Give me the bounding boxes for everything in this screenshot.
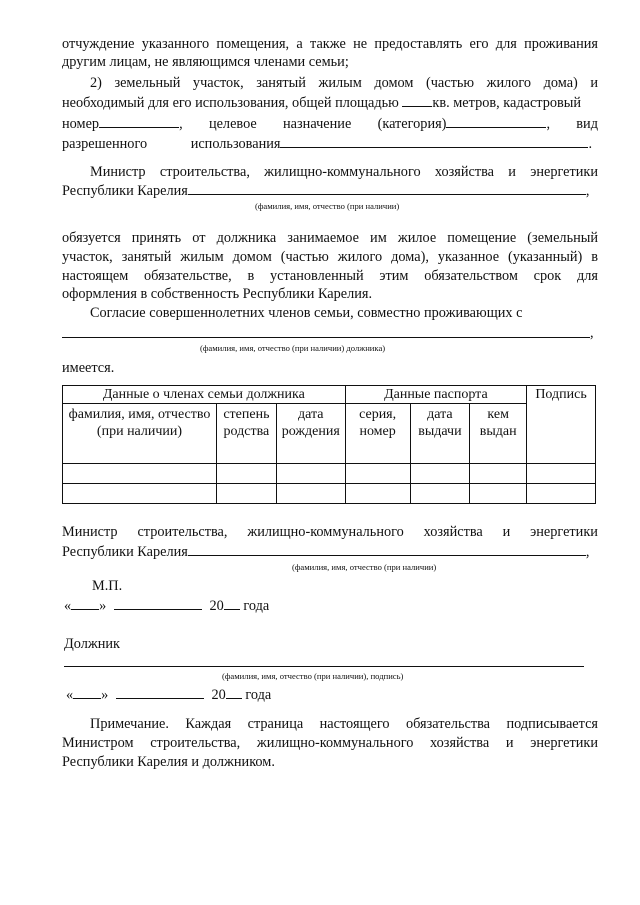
day-blank[interactable] [73,686,101,699]
year-prefix: 20 [211,687,226,703]
table-cell[interactable] [410,464,470,484]
quote-open: « [64,598,72,614]
table-row [63,484,596,504]
area-line [62,94,598,112]
kind-label: вид [576,116,598,132]
word: и [502,524,511,540]
year-blank[interactable] [224,597,240,610]
exists-label: имеется. [62,360,115,376]
header-relation: степень родства [217,404,277,464]
area-blank[interactable] [402,94,432,107]
table-cell[interactable] [217,464,277,484]
note-line: Республики Карелия и должником. [62,754,275,770]
paragraph-line: оформления в собственность Республики Карелия. [62,286,373,302]
header-family-data: Данные о членах семьи должника [63,386,346,404]
republic-label: Республики Карелия [62,183,188,199]
table-cell[interactable] [410,484,470,504]
minister-name-caption: (фамилия, имя, отчество (при наличии) [255,201,400,211]
paragraph-line: обязуется принять от должника занимаемое им жилое помещение (земельный [62,230,598,246]
table-cell[interactable] [63,484,217,504]
table-cell[interactable] [470,464,527,484]
purpose-label: целевое [208,116,257,132]
year-prefix: 20 [209,598,224,614]
note-line: Примечание. Каждая страница настоящего обязательства подписывается [90,716,598,732]
header-series-number: серия, номер [345,404,410,464]
minister-date-line [64,597,269,615]
debtor-name-blank[interactable] [62,337,590,338]
table-cell[interactable] [345,464,410,484]
quote-close: » [99,598,107,614]
table-row [63,464,596,484]
table-cell[interactable] [276,484,345,504]
number-label: номер [62,116,100,132]
minister-line: Министр строительства, жилищно-коммунального хозяйства и энергетики [90,164,598,180]
year-blank[interactable] [226,686,242,699]
category-label: (категория) [377,116,447,132]
comma: , [585,183,590,199]
minister-name-blank[interactable] [188,182,586,195]
use-label: использования [190,136,281,152]
month-blank[interactable] [116,686,204,699]
comma: , [590,325,594,341]
comma: , [179,116,183,132]
header-birth-date: дата рождения [276,404,345,464]
period: . [588,136,593,152]
year-suffix: года [245,687,272,703]
header-signature: Подпись [527,386,596,464]
comma: , [546,116,551,132]
designation-label: назначение [283,116,352,132]
debtor-signature-blank[interactable] [64,666,584,667]
table-cell[interactable] [527,464,596,484]
year-suffix: года [243,598,270,614]
paragraph-line: другим лицам, не являющимся членами семьи; [62,54,349,70]
table-group-header-row [63,386,596,404]
area-label: необходимый для его использования, общей площадью [62,95,399,111]
header-passport-data: Данные паспорта [345,386,526,404]
word: строительства, [137,524,228,540]
word: хозяйства [423,524,483,540]
minister-name-line [62,543,589,561]
month-blank[interactable] [114,597,202,610]
minister-name-caption: (фамилия, имя, отчество (при наличии) [292,562,437,572]
minister-name-line [62,182,589,200]
word: Министр [62,524,118,540]
table-cell[interactable] [276,464,345,484]
table-cell[interactable] [345,484,410,504]
stamp-place-label: М.П. [92,578,123,594]
category-blank[interactable] [446,115,546,128]
word: энергетики [530,524,598,540]
word: жилищно-коммунального [247,524,404,540]
table-cell[interactable] [63,464,217,484]
debtor-date-line [66,686,271,704]
table-column-header-row [63,404,596,464]
number-purpose-line [62,115,598,133]
paragraph-line: настоящем обязательстве, в установленный этим обязательством срок для [62,268,598,284]
header-issue-date: дата выдачи [410,404,470,464]
header-full-name: фамилия, имя, отчество (при наличии) [63,404,217,464]
table-cell[interactable] [527,484,596,504]
comma: , [585,544,590,560]
paragraph-line: участок, занятый жилым домом (частью жилого дома), указанное (указанный) в [62,249,598,265]
minister-name-blank[interactable] [188,543,586,556]
item-2-heading: 2) земельный участок, занятый жилым домом (частью жилого дома) и [90,75,598,91]
consent-line: Согласие совершеннолетних членов семьи, совместно проживающих с [90,305,523,321]
republic-label: Республики Карелия [62,544,188,560]
header-issued-by: кем выдан [470,404,527,464]
table-cell[interactable] [217,484,277,504]
permitted-use-line [62,135,598,153]
table-cell[interactable] [470,484,527,504]
note-line: Министром строительства, жилищно-коммунального хозяйства и энергетики [62,735,598,751]
quote-close: » [101,687,109,703]
permitted-label: разрешенного [62,136,148,152]
cadastre-label: кв. метров, кадастровый [432,95,582,111]
permitted-use-blank[interactable] [280,135,588,148]
debtor-signature-caption: (фамилия, имя, отчество (при наличии), подпись) [222,671,404,681]
day-blank[interactable] [71,597,99,610]
minister-line [62,523,598,541]
paragraph-line: отчуждение указанного помещения, а также не предоставлять его для проживания [62,36,598,52]
debtor-label: Должник [64,636,120,652]
debtor-name-caption: (фамилия, имя, отчество (при наличии) должника) [200,343,386,353]
cadastral-number-blank[interactable] [99,115,179,128]
quote-open: « [66,687,74,703]
family-members-table [62,385,596,504]
